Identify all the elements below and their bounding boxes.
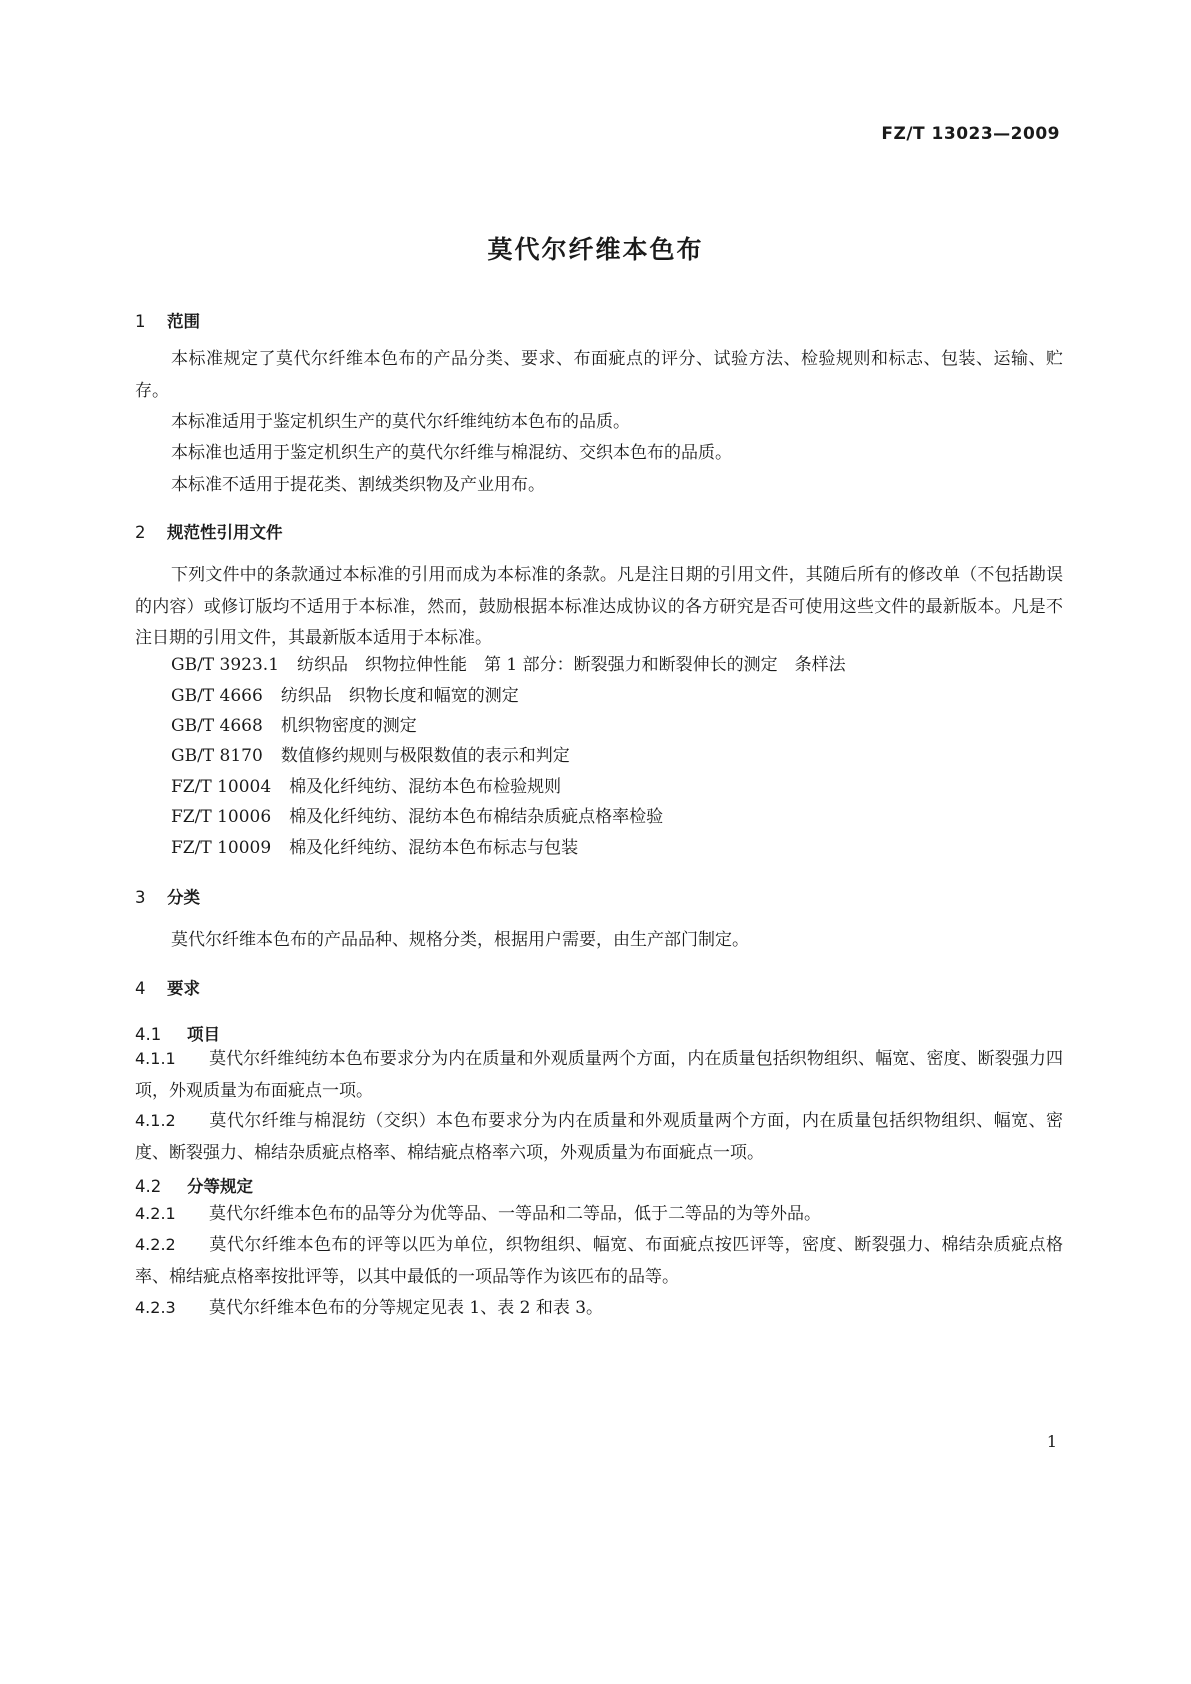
clause-4-1-1 xyxy=(135,1043,1063,1107)
reference-item xyxy=(171,650,846,682)
reference-code: FZ/T 10006 xyxy=(171,807,272,827)
section-heading-requirements xyxy=(135,975,200,999)
subsection-heading-grading xyxy=(135,1173,253,1197)
clause-text: 莫代尔纤维本色布的品等分为优等品、一等品和二等品，低于二等品的为等外品。 xyxy=(209,1204,821,1224)
document-title: 莫代尔纤维本色布 xyxy=(487,235,704,264)
reference-title: 机织物密度的测定 xyxy=(280,716,417,736)
clause-4-2-1 xyxy=(135,1198,1063,1231)
section-heading-scope xyxy=(135,308,200,332)
clause-text: 莫代尔纤维纯纺本色布要求分为内在质量和外观质量两个方面，内在质量包括织物组织、幅宽、密度、断裂强力四项，外观质量为布面疵点一项。 xyxy=(135,1049,1063,1101)
reference-code: GB/T 4668 xyxy=(171,716,263,736)
clause-4-2-3 xyxy=(135,1292,1063,1325)
reference-item xyxy=(171,833,578,865)
section-heading-normative-references xyxy=(135,519,283,543)
section-title: 分类 xyxy=(167,888,200,907)
scope-paragraph-4: 本标准不适用于提花类、割绒类织物及产业用布。 xyxy=(171,475,545,495)
reference-title: 棉及化纤纯纺、混纺本色布检验规则 xyxy=(289,777,562,797)
section-title: 要求 xyxy=(167,979,200,998)
section-heading-classification xyxy=(135,884,200,908)
subsection-number: 4.1 xyxy=(135,1025,162,1044)
page-number: 1 xyxy=(1046,1432,1057,1451)
section-number: 3 xyxy=(135,888,146,907)
standard-code: FZ/T 13023—2009 xyxy=(881,124,1060,144)
clause-text: 莫代尔纤维本色布的评等以匹为单位，织物组织、幅宽、布面疵点按匹评等，密度、断裂强力、棉结杂质疵点格率、棉结疵点格率按批评等，以其中最低的一项品等作为该匹布的品等。 xyxy=(135,1235,1063,1287)
subsection-title: 项目 xyxy=(187,1025,220,1044)
clause-4-2-2 xyxy=(135,1229,1063,1293)
reference-item xyxy=(171,711,417,743)
reference-title: 数值修约规则与极限数值的表示和判定 xyxy=(280,746,570,766)
reference-item xyxy=(171,802,663,834)
reference-item xyxy=(171,681,519,713)
clause-number: 4.2.3 xyxy=(135,1298,176,1317)
scope-paragraph-1: 本标准规定了莫代尔纤维本色布的产品分类、要求、布面疵点的评分、试验方法、检验规则和标志、包装、运输、贮存。 xyxy=(135,349,1063,401)
reference-code: GB/T 4666 xyxy=(171,686,263,706)
reference-title: 纺织品 织物拉伸性能 第 1 部分：断裂强力和断裂伸长的测定 条样法 xyxy=(297,655,846,675)
clause-number: 4.2.1 xyxy=(135,1204,176,1223)
clause-number: 4.2.2 xyxy=(135,1235,176,1254)
subsection-number: 4.2 xyxy=(135,1177,162,1196)
classification-paragraph: 莫代尔纤维本色布的产品品种、规格分类，根据用户需要，由生产部门制定。 xyxy=(171,930,749,950)
section-number: 4 xyxy=(135,979,146,998)
scope-paragraph-2: 本标准适用于鉴定机织生产的莫代尔纤维纯纺本色布的品质。 xyxy=(171,412,630,432)
clause-text: 莫代尔纤维本色布的分等规定见表 1、表 2 和表 3。 xyxy=(209,1298,604,1318)
scope-paragraph-3: 本标准也适用于鉴定机织生产的莫代尔纤维与棉混纺、交织本色布的品质。 xyxy=(171,443,732,463)
reference-code: FZ/T 10004 xyxy=(171,777,272,797)
clause-number: 4.1.2 xyxy=(135,1111,176,1130)
clause-4-1-2 xyxy=(135,1105,1063,1169)
section-number: 1 xyxy=(135,312,146,331)
reference-title: 棉及化纤纯纺、混纺本色布棉结杂质疵点格率检验 xyxy=(289,807,664,827)
section-title: 规范性引用文件 xyxy=(167,523,283,542)
reference-code: GB/T 8170 xyxy=(171,746,263,766)
section-title: 范围 xyxy=(167,312,200,331)
references-intro: 下列文件中的条款通过本标准的引用而成为本标准的条款。凡是注日期的引用文件，其随后所有的修改单（不包括勘误的内容）或修订版均不适用于本标准，然而，鼓励根据本标准达成协议的各方研究是否可使用这些文件的最新版本。凡是不注日期的引用文件，其最新版本适用于本标准。 xyxy=(135,565,1063,648)
reference-item xyxy=(171,772,561,804)
reference-title: 纺织品 织物长度和幅宽的测定 xyxy=(280,686,519,706)
clause-text: 莫代尔纤维与棉混纺（交织）本色布要求分为内在质量和外观质量两个方面，内在质量包括织物组织、幅宽、密度、断裂强力、棉结杂质疵点格率、棉结疵点格率六项，外观质量为布面疵点一项。 xyxy=(135,1111,1063,1163)
reference-title: 棉及化纤纯纺、混纺本色布标志与包装 xyxy=(289,838,579,858)
clause-number: 4.1.1 xyxy=(135,1049,176,1068)
subsection-heading-items xyxy=(135,1021,220,1045)
reference-item xyxy=(171,741,570,773)
reference-code: GB/T 3923.1 xyxy=(171,655,280,675)
section-number: 2 xyxy=(135,523,146,542)
reference-code: FZ/T 10009 xyxy=(171,838,272,858)
subsection-title: 分等规定 xyxy=(187,1177,253,1196)
